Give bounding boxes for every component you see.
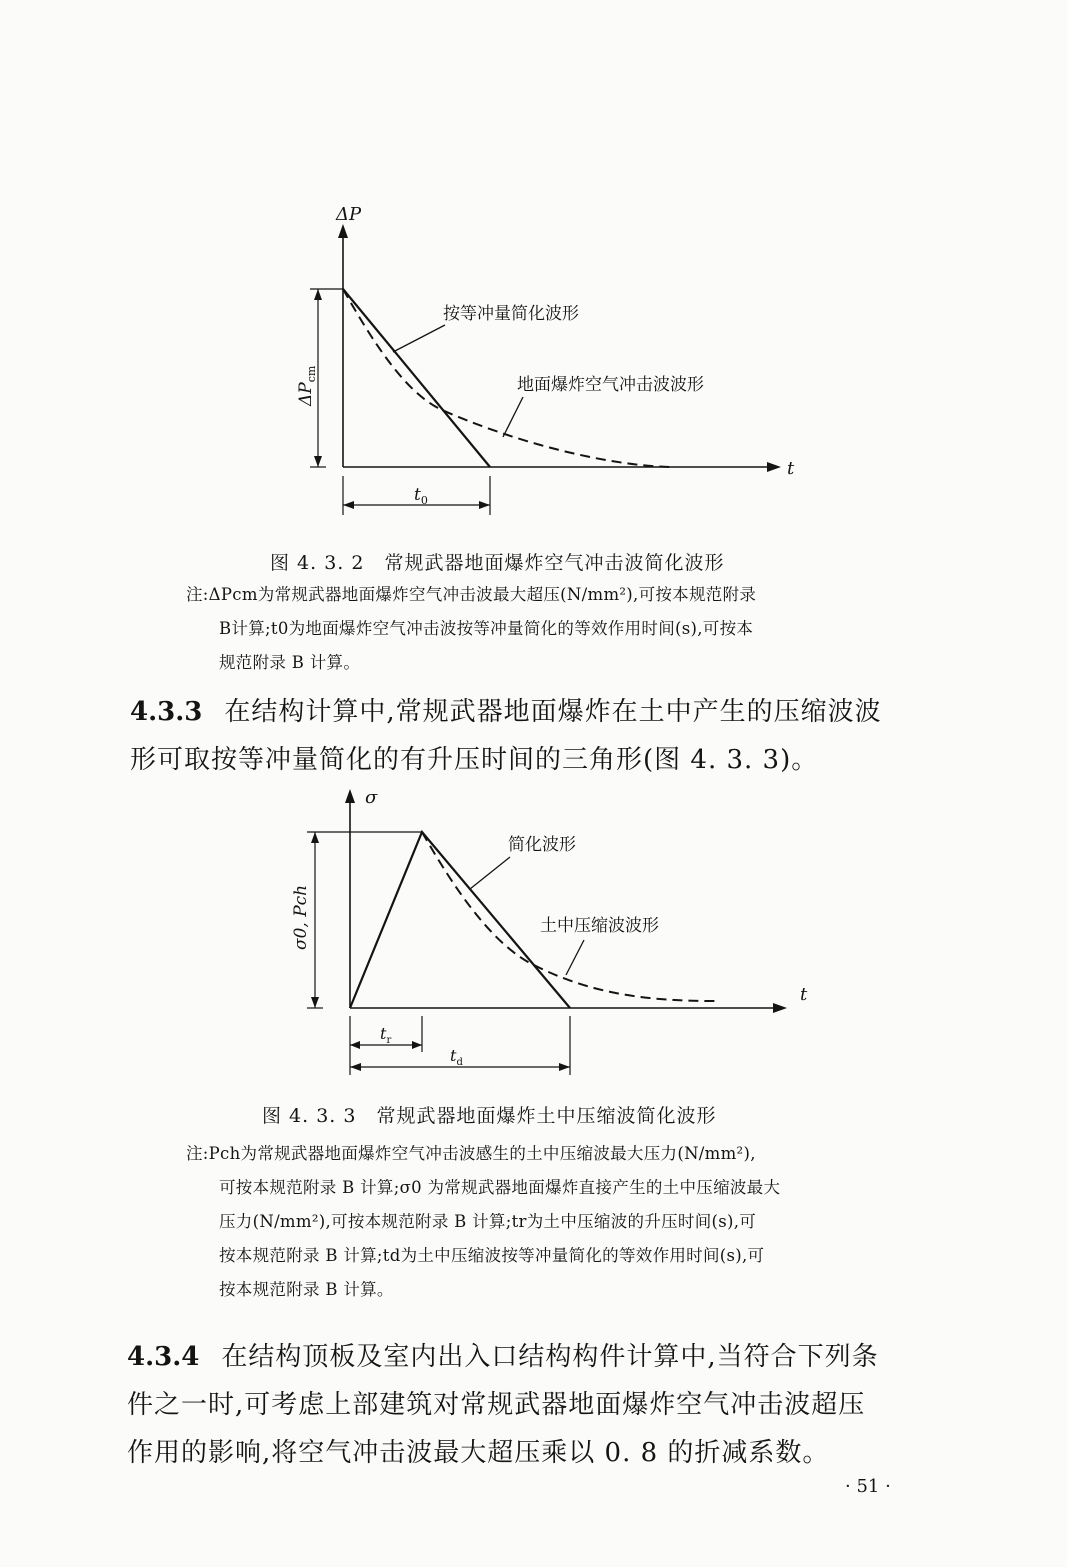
x-axis-label: t — [787, 458, 795, 479]
duration-arrow-left — [343, 501, 354, 509]
x-axis-arrow — [767, 462, 781, 472]
figure-4-3-3-note — [186, 1137, 780, 1307]
figure-4-3-3-caption: 图 4. 3. 3 常规武器地面爆炸土中压缩波简化波形 — [262, 1105, 717, 1127]
note-line: 规范附录 B 计算。 — [219, 653, 361, 672]
rise-arrow-right — [412, 1041, 422, 1049]
height-arrow-bottom — [311, 997, 319, 1008]
figure-4-3-2-diagram — [0, 190, 1067, 530]
annotation-actual: 地面爆炸空气冲击波波形 — [517, 375, 704, 395]
section-number: 4.3.3 — [130, 697, 203, 727]
height-label: $\Delta P_{cm}$ — [296, 365, 318, 406]
section-line: 4.3.3 在结构计算中,常规武器地面爆炸在土中产生的压缩波波 — [130, 697, 882, 727]
y-axis-label: σ — [365, 787, 378, 808]
note-line: 注:Pch为常规武器地面爆炸空气冲击波感生的土中压缩波最大压力(N/mm²), — [186, 1144, 756, 1163]
leader-simplified — [393, 325, 445, 352]
y-axis-label: ΔP — [336, 204, 362, 225]
leader-actual — [566, 940, 584, 975]
note-line: 可按本规范附录 B 计算;σ0 为常规武器地面爆炸直接产生的土中压缩波最大 — [219, 1178, 781, 1197]
rise-arrow-left — [350, 1041, 360, 1049]
height-arrow-bottom — [314, 456, 322, 467]
duration-arrow-right — [559, 1063, 570, 1071]
x-axis-label: t — [800, 984, 808, 1005]
section-4-3-3 — [130, 688, 882, 784]
note-line: 按本规范附录 B 计算;td为土中压缩波按等冲量简化的等效作用时间(s),可 — [219, 1246, 765, 1265]
figure-4-3-2-note — [186, 578, 756, 680]
note-line: 压力(N/mm²),可按本规范附录 B 计算;tr为土中压缩波的升压时间(s),可 — [219, 1212, 757, 1231]
note-line: B计算;t0为地面爆炸空气冲击波按等冲量简化的等效作用时间(s),可按本 — [219, 619, 754, 638]
note-line: 按本规范附录 B 计算。 — [219, 1280, 394, 1299]
x-axis-arrow — [773, 1003, 787, 1013]
page-number: · 51 · — [845, 1476, 891, 1497]
rise-label: $t_r$ — [380, 1024, 392, 1046]
section-line: 4.3.4 在结构顶板及室内出入口结构构件计算中,当符合下列条 — [127, 1342, 879, 1372]
y-axis-arrow — [338, 224, 348, 238]
note-line: 注:ΔPcm为常规武器地面爆炸空气冲击波最大超压(N/mm²),可按本规范附录 — [186, 585, 757, 604]
height-arrow-top — [314, 289, 322, 300]
figure-4-3-3-diagram — [0, 780, 1067, 1090]
annotation-simplified: 简化波形 — [508, 835, 576, 855]
section-number: 4.3.4 — [127, 1342, 200, 1372]
leader-actual — [503, 397, 523, 437]
simplified-waveform — [350, 832, 570, 1008]
annotation-simplified: 按等冲量简化波形 — [443, 304, 579, 324]
section-4-3-4 — [127, 1333, 879, 1477]
annotation-actual: 土中压缩波波形 — [540, 916, 659, 936]
figure-4-3-2-caption: 图 4. 3. 2 常规武器地面爆炸空气冲击波简化波形 — [270, 552, 725, 574]
duration-label: $t_0$ — [414, 485, 428, 507]
height-arrow-top — [311, 832, 319, 843]
leader-simplified — [470, 857, 510, 889]
section-line: 件之一时,可考虑上部建筑对常规武器地面爆炸空气冲击波超压 — [127, 1390, 866, 1420]
section-line: 作用的影响,将空气冲击波最大超压乘以 0. 8 的折减系数。 — [127, 1438, 830, 1468]
section-line: 形可取按等冲量简化的有升压时间的三角形(图 4. 3. 3)。 — [130, 745, 819, 775]
height-label: σ0, Pch — [291, 884, 311, 950]
y-axis-arrow — [345, 789, 355, 803]
duration-label: $t_d$ — [450, 1046, 463, 1068]
duration-arrow-left — [350, 1063, 361, 1071]
duration-arrow-right — [479, 501, 490, 509]
